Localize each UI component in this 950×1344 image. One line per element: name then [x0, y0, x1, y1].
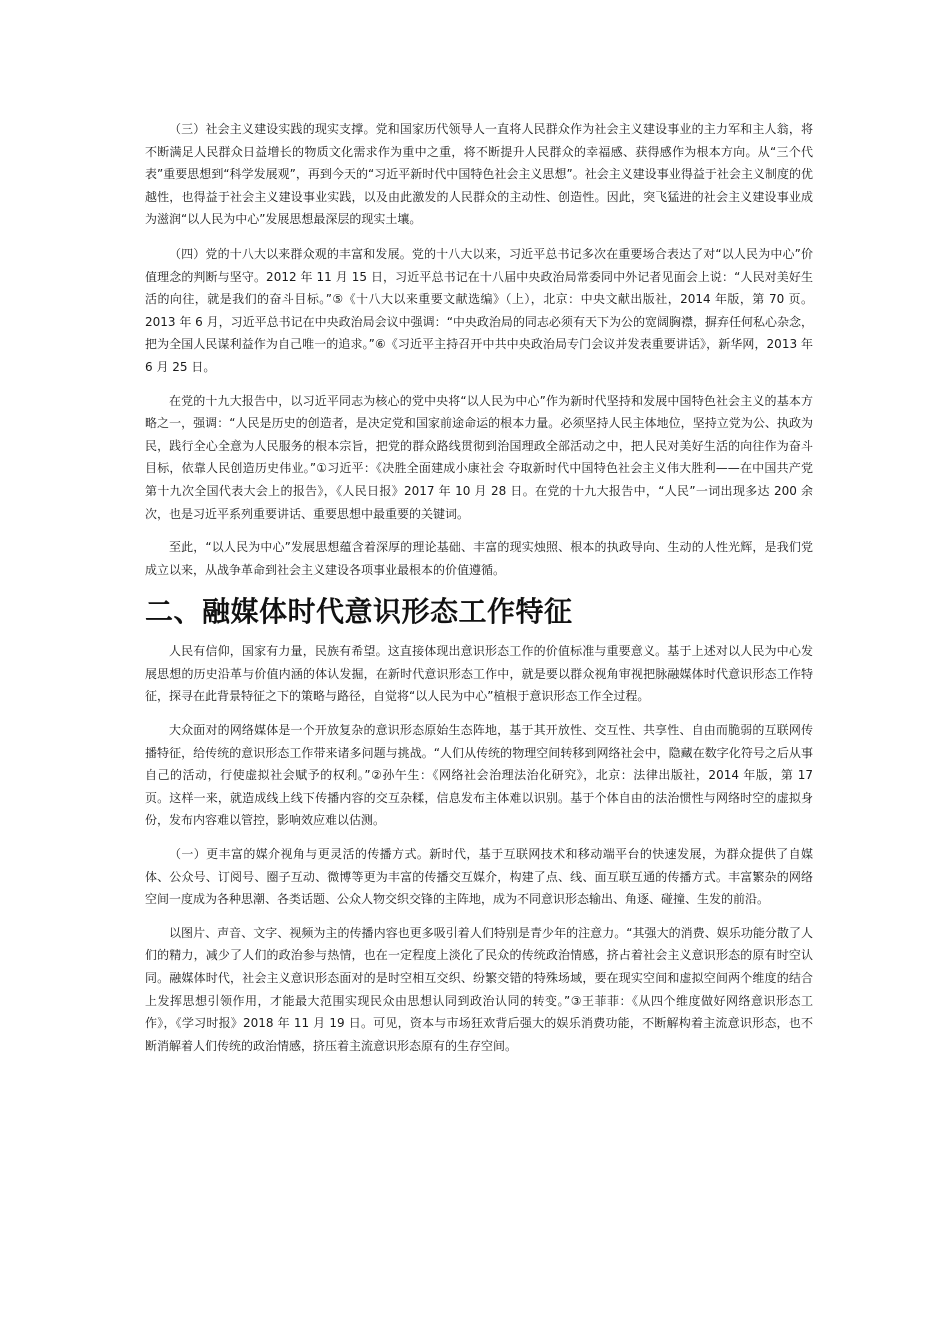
paragraph-socialist-practice: （三）社会主义建设实践的现实支撑。党和国家历代领导人一直将人民群众作为社会主义建设事业的主力军和主人翁，将不断满足人民群众日益增长的物质文化需求作为重中之重，将不断提升人民群众的幸福感、获得感作为根本方向。从“三个代表”重要思想到“科学发展观”，再到今天的“习近平新时代中国特色社会主义思想”。社会主义建设事业得益于社会主义制度的优越性，也得益于社会主义建设事业实践，以及由此激发的人民群众的主动性、创造性。因此，突飞猛进的社会主义建设事业成为滋润“以人民为中心”发展思想最深层的现实土壤。 — [145, 122, 813, 227]
paragraph-network-media: 大众面对的网络媒体是一个开放复杂的意识形态原始生态阵地，基于其开放性、交互性、共享性、自由而脆弱的互联网传播特征，给传统的意识形态工作带来诸多问题与挑战。“人们从传统的物理空间转移到网络社会中，隐藏在数字化符号之后从事自己的活动，行使虚拟社会赋予的权利。”②孙午生：《网络社会治理法治化研究》，北京：法律出版社，2014 年版，第 17 页。这样一来，就造成线上线下传播内容的交互杂糅，信息发布主体难以识别。基于个体自由的法治惯性与网络时空的虚拟身份，发布内容难以管控，影响效应难以估测。 — [145, 723, 813, 828]
section-heading: 二、融媒体时代意识形态工作特征 — [145, 595, 573, 629]
paragraph-eighteenth-congress: （四）党的十八大以来群众观的丰富和发展。党的十八大以来，习近平总书记多次在重要场合表达了对“以人民为中心”价值理念的判断与坚守。2012 年 11 月 15 日，习近平总书记在十八届中央政治局常委同中外记者见面会上说：“人民对美好生活的向往，就是我们的奋斗目标。”⑤《十八大以来重要文献选编》（上），北京：中央文献出版社，2014 年版，第 70 页。2013 年 6 月，习近平总书记在中央政治局会议中强调：“中央政治局的同志必须有天下为公的宽阔胸襟，摒弃任何私心杂念，把为全国人民谋利益作为自己唯一的追求。”⑥《习近平主持召开中共中央政治局专门会议并发表重要讲话》，新华网，2013 年 6 月 25 日。 — [145, 246, 813, 374]
paragraph-nineteenth-congress: 在党的十九大报告中，以习近平同志为核心的党中央将“以人民为中心”作为新时代坚持和发展中国特色社会主义的基本方略之一，强调：“人民是历史的创造者，是决定党和国家前途命运的根本力量。必须坚持人民主体地位，坚持立党为公、执政为民，践行全心全意为人民服务的根本宗旨，把党的群众路线贯彻到治国理政全部活动之中，把人民对美好生活的向往作为奋斗目标，依靠人民创造历史伟业。”①习近平：《决胜全面建成小康社会 夺取新时代中国特色社会主义伟大胜利——在中国共产党第十九次全国代表大会上的报告》，《人民日报》2017 年 10 月 28 日。在党的十九大报告中，“人民”一词出现多达 200 余次，也是习近平系列重要讲话、重要思想中最重要的关键词。 — [145, 393, 813, 521]
paragraph-conclusion: 至此，“以人民为中心”发展思想蕴含着深厚的理论基础、丰富的现实烛照、根本的执政导向、生动的人性光辉，是我们党成立以来，从战争革命到社会主义建设各项事业最根本的价值遵循。 — [145, 540, 813, 577]
paragraph-media-perspectives: （一）更丰富的媒介视角与更灵活的传播方式。新时代，基于互联网技术和移动端平台的快速发展，为群众提供了自媒体、公众号、订阅号、圈子互动、微博等更为丰富的传播交互媒介，构建了点、线、面互联互通的传播方式。丰富繁杂的网络空间一度成为各种思潮、各类话题、公众人物交织交锋的主阵地，成为不同意识形态输出、角逐、碰撞、生发的前沿。 — [145, 847, 813, 907]
paragraph-intro: 人民有信仰，国家有力量，民族有希望。这直接体现出意识形态工作的价值标准与重要意义。基于上述对以人民为中心发展思想的历史沿革与价值内涵的体认发掘，在新时代意识形态工作中，就是要以群众视角审视把脉融媒体时代意识形态工作特征，探寻在此背景特征之下的策略与路径，自觉将“以人民为中心”植根于意识形态工作全过程。 — [145, 644, 813, 704]
document-page — [145, 118, 813, 1068]
paragraph-content-attention: 以图片、声音、文字、视频为主的传播内容也更多吸引着人们特别是青少年的注意力。“其强大的消费、娱乐功能分散了人们的精力，减少了人们的政治参与热情，也在一定程度上淡化了民众的传统政治情感，挤占着社会主义意识形态的原有时空认同。融媒体时代，社会主义意识形态面对的是时空相互交织、纷繁交错的特殊场域，要在现实空间和虚拟空间两个维度的结合上发挥思想引领作用，才能最大范围实现民众由思想认同到政治认同的转变。”③王菲菲：《从四个维度做好网络意识形态工作》，《学习时报》2018 年 11 月 19 日。可见，资本与市场狂欢背后强大的娱乐消费功能，不断解构着主流意识形态，也不断消解着人们传统的政治情感，挤压着主流意识形态原有的生存空间。 — [145, 925, 813, 1053]
